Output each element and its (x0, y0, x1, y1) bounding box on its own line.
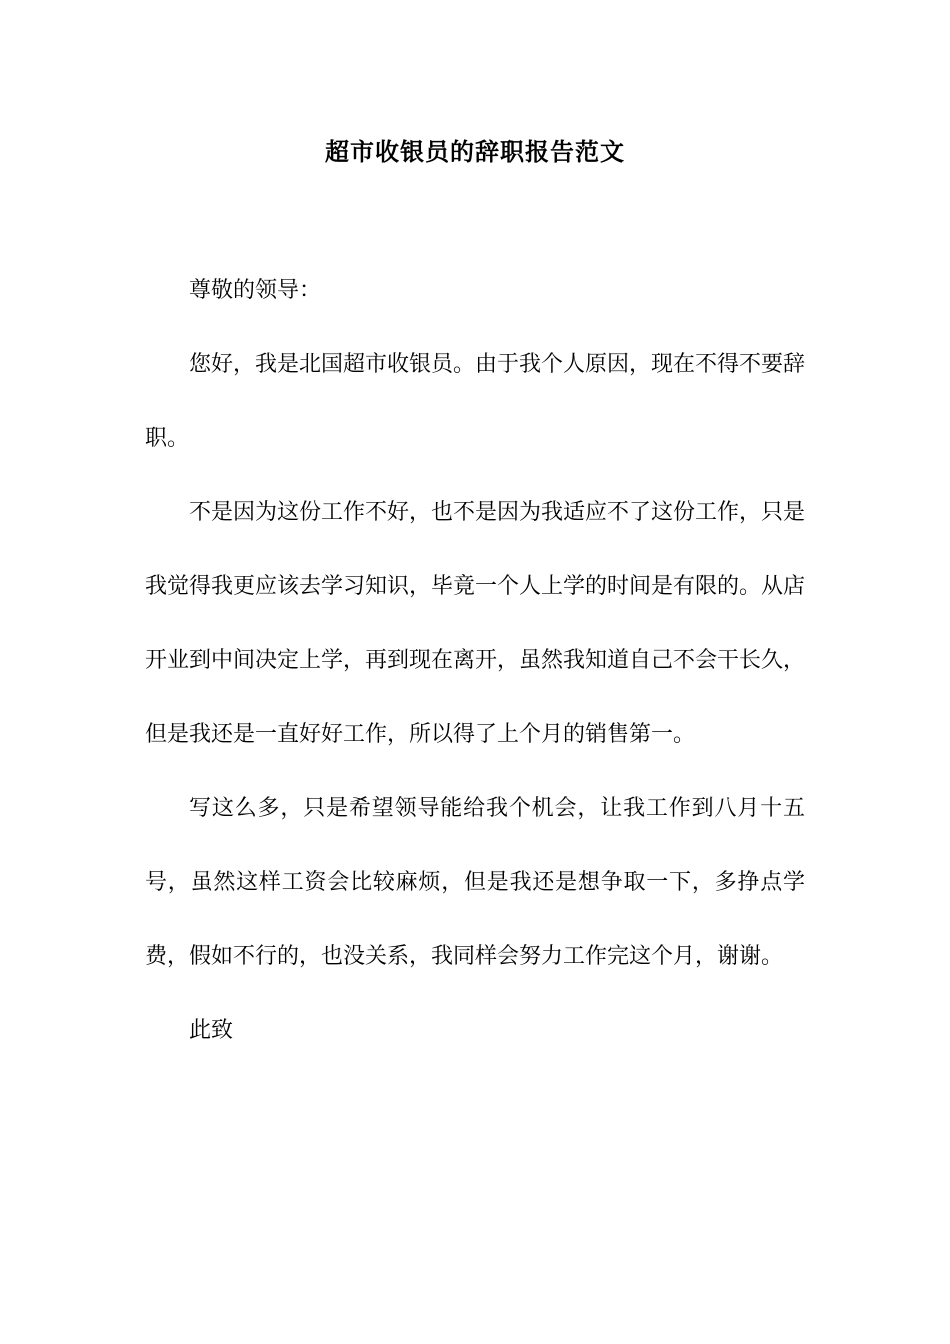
salutation: 尊敬的领导： (189, 278, 322, 303)
paragraph-reason: 不是因为这份工作不好，也不是因为我适应不了这份工作，只是我觉得我更应该去学习知识，毕竟一个人上学的时间是有限的。从店开业到中间决定上学，再到现在离开，虽然我知道自己不会干长久，但是我还是一直好好工作，所以得了上个月的销售第一。 (145, 500, 806, 747)
document-title: 超市收银员的辞职报告范文 (325, 137, 625, 166)
document-body (145, 254, 805, 1068)
closing: 此致 (189, 1018, 234, 1043)
paragraph-greeting: 您好，我是北国超市收银员。由于我个人原因，现在不得不要辞职。 (145, 352, 806, 451)
paragraph-request: 写这么多，只是希望领导能给我个机会，让我工作到八月十五号，虽然这样工资会比较麻烦，但是我还是想争取一下，多挣点学费，假如不行的，也没关系，我同样会努力工作完这个月，谢谢。 (145, 796, 805, 969)
